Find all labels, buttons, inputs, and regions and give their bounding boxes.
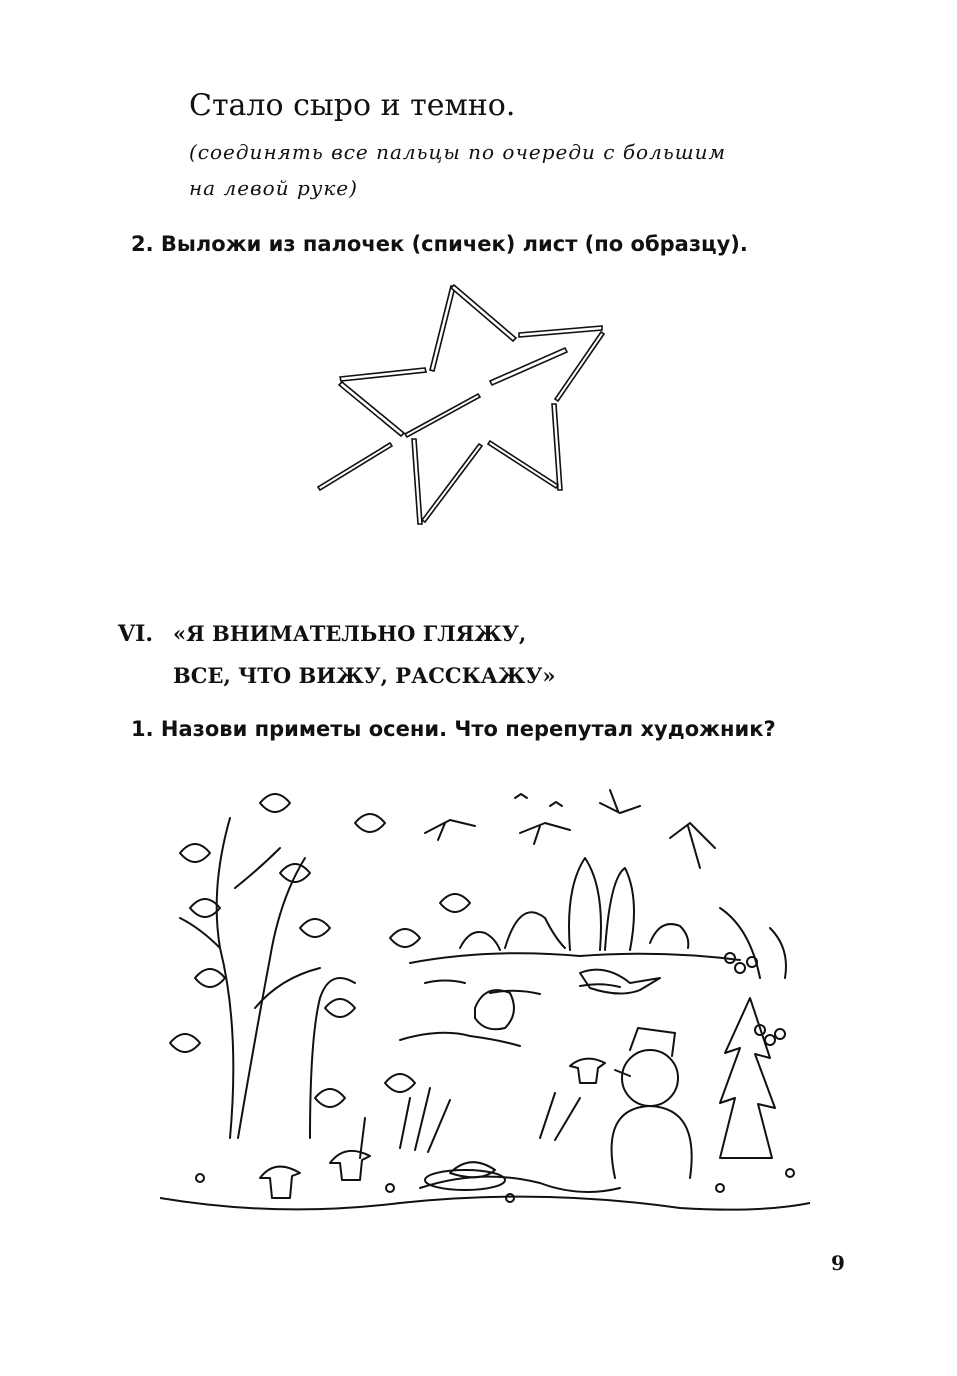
background-hill [505,912,565,948]
fir-tree [720,998,775,1158]
background-poplar [569,858,601,950]
section-number: VI. [118,621,154,647]
swallow-bird [580,970,660,994]
lake-shore [410,953,740,963]
task-autumn-label: 1. Назови приметы осени. Что перепутал художник? [131,717,776,741]
page-number: 9 [831,1251,845,1275]
mushroom [260,1167,300,1198]
ground-line [160,1197,810,1210]
flying-goose [425,820,475,840]
tree-leaf [180,844,210,862]
section-title-line-1: «Я ВНИМАТЕЛЬНО ГЛЯЖУ, [173,621,527,646]
instruction-line-1: (соединять все пальцы по очереди с большим [189,140,727,164]
stick-leaf-sticks [318,285,604,524]
poem-line: Стало сыро и темно. [189,88,516,123]
swimming-child [475,990,514,1029]
snowman-bucket-hat [630,1028,675,1056]
task-sticks-label: 2. Выложи из палочек (спичек) лист (по образцу). [131,232,748,256]
grass-reeds [360,1088,580,1158]
section-title-line-2: ВСЕ, ЧТО ВИЖУ, РАССКАЖУ» [173,663,556,688]
instruction-line-2: на левой руке) [189,176,358,200]
autumn-scene-illustration [160,778,810,1218]
snowman-body [612,1106,692,1178]
snowman-head [622,1050,678,1106]
